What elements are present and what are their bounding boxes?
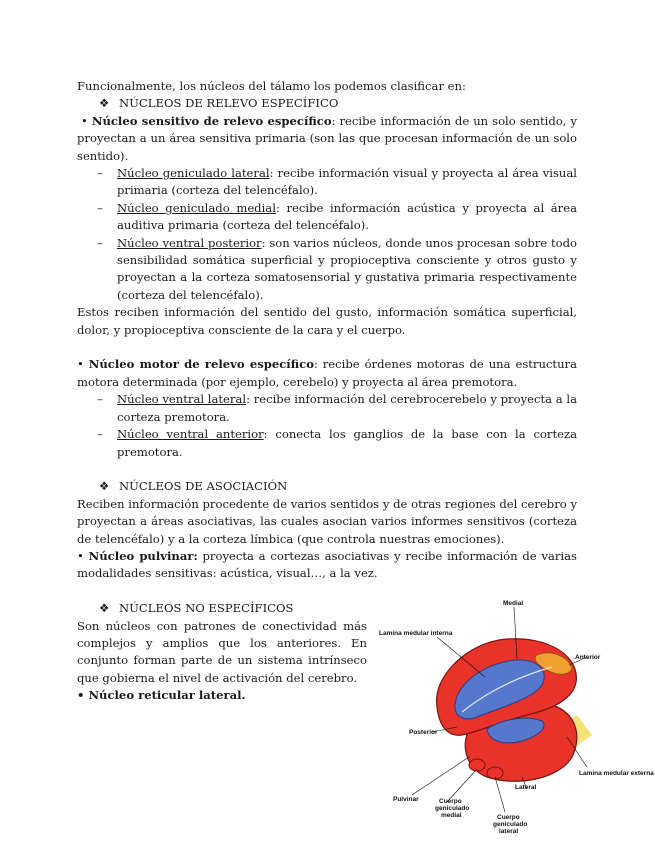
list-item — [77, 200, 577, 235]
label-posterior: Posterior — [409, 729, 438, 736]
label-cgm-2: geniculado — [435, 805, 470, 812]
label-cgm-3: medial — [441, 812, 462, 819]
definition-text: : recibe información de un solo sentido, y proyectan a un área sensitiva primaria (son las que procesan información de un solo sentido). — [77, 113, 578, 163]
diamond-bullet-icon: ❖ — [99, 601, 110, 616]
section-title: NÚCLEOS NO ESPECÍFICOS — [119, 601, 294, 616]
sensitive-summary-paragraph: Estos reciben información del sentido del gusto, información somática superficial, dolor, y propioceptiva consciente de la cara y el cuerpo. — [77, 305, 577, 337]
bullet-icon: • — [77, 548, 84, 563]
nucleus-description: : recibe información acústica y proyecta al área auditiva primaria (corteza del telencéfalo). — [117, 200, 577, 233]
label-lamina-interna: Lamina medular interna — [379, 630, 453, 637]
nucleus-description: : recibe información visual y proyecta al área visual primaria (corteza del telencéfalo). — [117, 166, 577, 198]
list-item — [77, 165, 577, 200]
label-anterior: Anterior — [575, 654, 601, 661]
label-medial: Medial — [503, 600, 524, 607]
diamond-bullet-icon: ❖ — [99, 96, 110, 111]
label-cgm-1: Cuerpo — [439, 798, 462, 805]
term-bold: Núcleo sensitivo de relevo específico — [91, 113, 332, 128]
term-bold: Núcleo motor de relevo específico — [88, 357, 314, 372]
label-lamina-externa: Lamina medular externa — [579, 770, 654, 777]
dash-bullet: – — [97, 392, 103, 407]
definition-text: proyecta a cortezas asociativas y recibe información de varias modalidades sensitivas: acústica, visual…, a la vez. — [77, 548, 577, 581]
bullet-icon: • — [77, 357, 84, 372]
nucleus-description: : recibe información del cerebrocerebelo y proyecta a la corteza premotora. — [117, 392, 577, 424]
label-cgl-1: Cuerpo — [497, 814, 520, 821]
pulvinar-paragraph — [77, 548, 577, 583]
dash-bullet: – — [97, 166, 103, 181]
label-cgl-2: geniculado — [493, 821, 528, 828]
nucleus-description: : son varios núcleos, donde unos procesan sobre todo sensibilidad somática superficial y propioceptiva consciente y otros gusto y proyectan a la corteza somatosensorial y gustativa primaria respectivamente (corteza del telencéfalo). — [117, 235, 577, 302]
dash-bullet: – — [97, 235, 103, 250]
dash-bullet: – — [97, 427, 103, 442]
nucleus-description: : conecta los ganglios de la base con la corteza premotora. — [117, 427, 577, 459]
nucleus-name: Núcleo geniculado medial — [117, 200, 276, 215]
reticular-nucleus-item: • Núcleo reticular lateral. — [77, 688, 246, 703]
nucleus-name: Núcleo ventral anterior — [117, 427, 264, 442]
definition-text: : recibe órdenes motoras de una estructura motora determinada (por ejemplo, cerebelo) y proyecta al área premotora. — [77, 357, 578, 389]
non-specific-paragraph: Son núcleos con patrones de conectividad más complejos y amplios que los anteriores. En conjunto forman parte de un sistema intrínseco que gobierna el nivel de activación del cerebro. — [77, 618, 367, 685]
bullet-icon: • — [81, 113, 88, 128]
nucleus-name: Núcleo ventral lateral — [117, 392, 247, 407]
term-bold: Núcleo pulvinar: — [88, 548, 198, 563]
section-title: NÚCLEOS DE ASOCIACIÓN — [119, 479, 288, 494]
section-heading-asociacion — [77, 478, 577, 495]
diamond-bullet-icon: ❖ — [99, 479, 110, 494]
list-item — [77, 391, 577, 426]
nucleus-name: Núcleo ventral posterior — [117, 235, 262, 250]
motor-nucleus-paragraph — [77, 356, 577, 391]
label-lateral: Lateral — [515, 784, 537, 791]
nucleus-name: Núcleo geniculado lateral — [117, 166, 270, 181]
label-pulvinar: Pulvinar — [393, 796, 419, 803]
list-item — [77, 235, 577, 305]
dash-bullet: – — [97, 200, 103, 215]
association-paragraph: Reciben información procedente de varios sentidos y de otras regiones del cerebro y proyectan a áreas asociativas, las cuales asocian varios informes sensitivos (corteza de telencéfalo) y a la corteza límbica (que controla nuestras emociones). — [77, 496, 577, 546]
intro-paragraph: Funcionalmente, los núcleos del tálamo los podemos clasificar en: — [77, 79, 466, 93]
section-heading-relevo — [77, 95, 577, 112]
sensitive-nucleus-paragraph — [77, 113, 577, 165]
label-cgl-3: lateral — [499, 828, 519, 835]
list-item — [77, 426, 577, 461]
thalamus-diagram — [377, 597, 655, 837]
section-title: NÚCLEOS DE RELEVO ESPECÍFICO — [119, 96, 339, 111]
